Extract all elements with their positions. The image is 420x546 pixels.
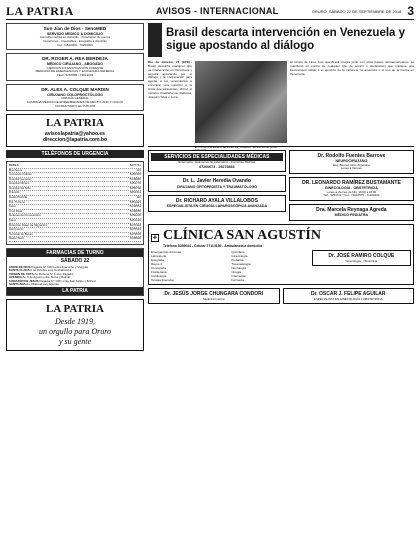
- service-item: Neurología: [231, 266, 247, 271]
- clinic-ad: [148, 224, 414, 286]
- ad-subtitle: MÉDICO CIRUJANO - ABOGADO: [47, 62, 103, 67]
- phone-label: Comando Policial: [9, 172, 32, 177]
- phone-number[interactable]: 5249965: [129, 176, 141, 181]
- masthead-logo: LA PATRIA: [6, 4, 74, 18]
- phone-number[interactable]: 110: [136, 195, 141, 200]
- pharmacies-date: SÁBADO 22: [60, 258, 90, 265]
- phone-label: Terminal de Buses: [9, 231, 33, 236]
- service-item: Cardiología: [151, 274, 167, 279]
- service-item: Rayos X: [151, 262, 163, 267]
- ad-name: Dr. Rodolfo Fuentes Barrove: [317, 153, 386, 159]
- headline-bar: [148, 23, 162, 57]
- ad-spec: NEUROCIRUJANO: [335, 159, 368, 164]
- ad-sub: Enfermería - Exámenes de Laboratorio - Consultas Médicas: [178, 160, 256, 165]
- ad-title: DR. ROGER A. REA BERDEJA: [42, 56, 108, 62]
- ad-spec: MÉDICO PEDIATRA: [334, 213, 369, 218]
- service-item: Internación: [231, 274, 247, 279]
- phone-label: Tránsito: [9, 190, 20, 195]
- pharmacies-bar: FARMACIAS DE TURNO: [7, 249, 143, 257]
- ad-line: TELF. 5287895 - 73613033: [56, 73, 94, 78]
- service-item: Tomografía: [151, 266, 167, 271]
- ad-bar: SERVICIOS DE ESPECIALIDADES MÉDICAS: [151, 153, 283, 161]
- ad-name: Dr. JOSÉ RAMIRO COLQUE: [328, 253, 395, 260]
- ad-colque-mardin: [6, 84, 144, 111]
- ad-colque: [312, 250, 411, 266]
- phone-label: BEBES: [9, 162, 19, 167]
- phone-row: [9, 237, 141, 242]
- article-dateline: Río de Janeiro, 21 (EFE).-: [148, 60, 192, 64]
- section-title: AVISOS - INTERNACIONAL: [156, 5, 279, 16]
- service-item: Traumatología: [231, 262, 251, 267]
- phone-number[interactable]: 5279535: [129, 231, 141, 236]
- pharmacy-address: 6 de Octubre esq. Cochabamba: [30, 268, 72, 272]
- ad-felipe: [283, 288, 415, 304]
- service-item: Pediatría: [231, 258, 244, 263]
- slogan-line: un orgullo para Oruro: [38, 326, 112, 336]
- phone-label: Pol. Turismo: [9, 199, 26, 204]
- ad-title: Sun Jian de Dios - SenoMED: [43, 26, 107, 31]
- slogan-logo: LA PATRIA: [46, 302, 104, 315]
- main-article: [148, 23, 414, 153]
- ad-phones: Telf.: 5254721 * Cel.: 72616575 - 71400420: [323, 193, 380, 198]
- pharmacy-address: Av. Villarroel esq. Ejército: [26, 282, 59, 286]
- ad-name: Dr. JESÚS JORGE CHUNGARA CONDORI: [164, 291, 264, 298]
- emergency-phones-bar: TELÉFONOS DE URGENCIA: [6, 150, 144, 158]
- bottom-ads: [148, 288, 414, 304]
- ad-addr: Esq. Buenos Aires Argentina: [333, 162, 370, 167]
- medical-ads: [148, 150, 414, 221]
- ad-senomed: [6, 23, 144, 50]
- clinic-services: [151, 250, 227, 282]
- phone-label: Hospital del Niño: [9, 185, 31, 190]
- pharmacies-footer: LA PATRIA: [7, 287, 143, 295]
- clinic-services: [231, 250, 307, 282]
- article-photo: [195, 61, 287, 153]
- ad-spec: CIRUJANO ORTOPEDISTA Y TRAUMATÓLOGO: [176, 184, 258, 189]
- phone-number[interactable]: 5251010: [129, 218, 141, 223]
- page-number: 3: [407, 4, 414, 18]
- phone-number[interactable]: 5250200: [129, 213, 141, 218]
- phone-label: Bomberos: [9, 167, 23, 172]
- phone-number[interactable]: 5276543: [129, 227, 141, 232]
- article-text: Brasil descarta cualquier tipo de intervención en Venezuela y seguirá apostando por el diálogo y la cooperación para ayudar a los venezolanos a encontrar una solución a la crisis que atraviesan, afirmó el ministro brasileño de Defensa, Joaquim Silva e Luna.: [148, 63, 192, 99]
- service-item: Ginecología: [231, 254, 248, 259]
- service-item: Terapia Intensiva: [151, 278, 174, 283]
- article-col-2: [290, 61, 414, 143]
- phone-number[interactable]: 5252333: [129, 172, 141, 177]
- ad-subtitle: SERVICIO MEDICO & DOMICILIO: [46, 31, 104, 36]
- phone-label: Radio Taxis: [9, 236, 24, 241]
- phone-number[interactable]: 5245600: [129, 236, 141, 241]
- phone-number[interactable]: 5251923: [129, 199, 141, 204]
- clinic-phones: Teléfono 5289044 - Celular 77113156 - Ambulancia a domicilio: [163, 244, 263, 249]
- promo-box: [6, 114, 144, 146]
- promo-email[interactable]: direccion@lapatria.com.bo: [42, 137, 108, 144]
- pharmacy-address: Av. Dehene N° 1 esq. Pagador: [34, 271, 74, 276]
- phone-number[interactable]: 5250700: [129, 185, 141, 190]
- article-text: El Grupo de Lima, foro que Brasil integra junto con otros países latinoamericanos, se manifestó en contra de cualquier tipo de acción o declaración que implique una intervención militar o el ejercicio de la violencia, la amenaza o el uso de la fuerza en Venezuela.: [290, 60, 414, 76]
- pharmacy-name: VIRGEN DE COTA: [9, 271, 34, 276]
- ad-rea-berdeja: [6, 53, 144, 80]
- ad-line: Curaciones - Inyectables - Ecografía a domicilio: [43, 38, 107, 43]
- phone-label: Hospital General: [9, 176, 31, 181]
- pharmacy-address: Pagador N° 1064 entre Ayacucho y Murguía: [31, 264, 88, 269]
- ad-chungara: [148, 288, 280, 304]
- service-item: Cirugía: [231, 270, 242, 275]
- promo-logo: LA PATRIA: [46, 117, 104, 130]
- promo-email[interactable]: avisoslapatria@yahoo.es: [45, 131, 105, 138]
- ad-reynaga: [289, 204, 414, 221]
- pharmacies-box: [6, 248, 144, 296]
- phone-label: Radio Patrulla: [9, 195, 28, 200]
- article-headline[interactable]: Brasil descarta intervención en Venezuela y sigue apostando al diálogo: [165, 27, 406, 52]
- service-item: Fisioterapia: [151, 270, 167, 275]
- pharmacy-name: CORAZÓN DE JESÚS: [9, 278, 39, 283]
- ad-line: MEDICINA DE EMERGENCIAS Y ECOGRAFÍA GENERAL: [35, 69, 115, 74]
- phone-label: Dirección Dptal. de Migración: [9, 222, 47, 227]
- service-item: Laboratorio: [151, 254, 167, 259]
- right-column: [148, 23, 414, 351]
- ad-spec: GINECOLOGÍA - OBSTETRICIA: [324, 186, 378, 191]
- ad-spec: Ginecología - Obstetricia: [345, 258, 378, 263]
- ad-fuentes: [289, 150, 414, 174]
- phone-label: Defensa del Consumidor: [9, 213, 41, 218]
- ad-name: Dr. RICHARD AYALA VILLALOBOS: [175, 198, 258, 205]
- pharmacy-address: Av. 6 de Agosto entre Sucre y Bolívar: [22, 275, 71, 279]
- clinic-name: CLÍNICA SAN AGUSTÍN: [163, 227, 321, 243]
- slogan-line: y su gente: [59, 336, 91, 346]
- slogan-line: Desde 1919,: [55, 316, 95, 326]
- phone-number[interactable]: 5251770: [129, 181, 141, 186]
- ad-line: CAMPAÑA MÉDICA DE ENFERMEDADES DE RECTO, ANO Y COLON: [26, 99, 124, 104]
- ad-subtitle: CIRUJANO COLOPROCTÓLOGO: [46, 92, 104, 97]
- pharmacy-name: SANTA CLARA: [9, 268, 30, 272]
- pharmacy-name: SANTA ANA: [9, 282, 26, 286]
- phone-number[interactable]: 5240555: [129, 208, 141, 213]
- ad-name: DR. LEONARDO RAMÍREZ BUSTAMANTE: [301, 179, 401, 186]
- ad-heredia: [148, 175, 286, 192]
- ad-line: Consulta médica en domicilio - Colocación de sueros: [39, 35, 111, 40]
- ad-line: CONSULTORIO: EL FUTURO: [54, 103, 96, 108]
- ad-name: Dra. Marcela Reynaga Agreda: [316, 206, 387, 213]
- phone-number[interactable]: 5253311: [129, 190, 141, 195]
- pharmacy-name: AMOR DE DIOS: [9, 264, 31, 269]
- ad-line: CIRUGÍA GENERAL: [61, 96, 89, 101]
- ad-line: CIENCIAS E INVESTIGACIÓN FORENSE: [46, 65, 104, 70]
- phone-number[interactable]: 119: [136, 167, 141, 172]
- slogan-box: [6, 299, 144, 351]
- article-headline-row: [148, 23, 414, 57]
- ad-hours: Lunes a Viernes de Hrs. 16:00 a 18:00: [326, 189, 377, 194]
- phone-number[interactable]: 5244551: [129, 204, 141, 209]
- ad-name: Dr. L. Javier Heredia Ovando: [182, 178, 251, 185]
- phone-label: Aeropuerto: [9, 227, 24, 232]
- service-item: Farmacia: [231, 278, 244, 283]
- page-header: [6, 4, 414, 20]
- photo-caption: El ministro brasileño de Defensa, Joaquim Silva e Luna. (Foto: Internet): [195, 144, 279, 153]
- ad-spec: ESPECIALISTA EN GINECOLOGÍA Y OBSTETRICIA: [313, 296, 383, 301]
- ad-spec: Medicina Interna: [203, 296, 225, 301]
- ad-specialties: [148, 150, 286, 172]
- emergency-phone-list: [6, 161, 144, 245]
- phone-label: Cruz Roja: [9, 208, 22, 213]
- service-item: Quirófano: [231, 250, 245, 255]
- phone-number[interactable]: 5277741: [129, 162, 141, 167]
- left-column: [6, 23, 144, 351]
- phone-label: Felcc: [9, 204, 16, 209]
- edition-date: ORURO, SÁBADO 22 DE SEPTIEMBRE DE 2018: [311, 9, 402, 14]
- phone-label: SeLA: [9, 218, 17, 223]
- ad-hours: Lunes a Viernes: [340, 166, 362, 171]
- ad-line: Cel: 71840000 - 76250000: [57, 42, 93, 47]
- phone-number[interactable]: 5270404: [129, 222, 141, 227]
- ad-title: DR. ALEX A. COLQUE MARDIN: [41, 86, 109, 92]
- service-item: Ecografía: [151, 258, 164, 263]
- phone-label: Hospital Obrero: [9, 181, 30, 186]
- ad-ramirez: [289, 177, 414, 201]
- clinic-logo-icon: ✚: [152, 234, 158, 241]
- service-item: Emergencias 24 horas: [151, 250, 182, 255]
- ad-name: Dr. OSCAR J. FELIPE AGUILAR: [310, 291, 386, 298]
- ad-phone: 67200673 - 25276853: [199, 164, 235, 169]
- ad-spec: ESPECIALISTA EN CIRUGÍA LAPAROSCÓPICA AVANZADA: [166, 204, 268, 209]
- article-col-1: [148, 61, 192, 143]
- pharmacy-address: Pagador N° 1001 entre San Felipe y Bolívar: [39, 278, 96, 283]
- ad-villalobos: [148, 195, 286, 212]
- pharmacy-name: AVENIDA: [9, 275, 22, 279]
